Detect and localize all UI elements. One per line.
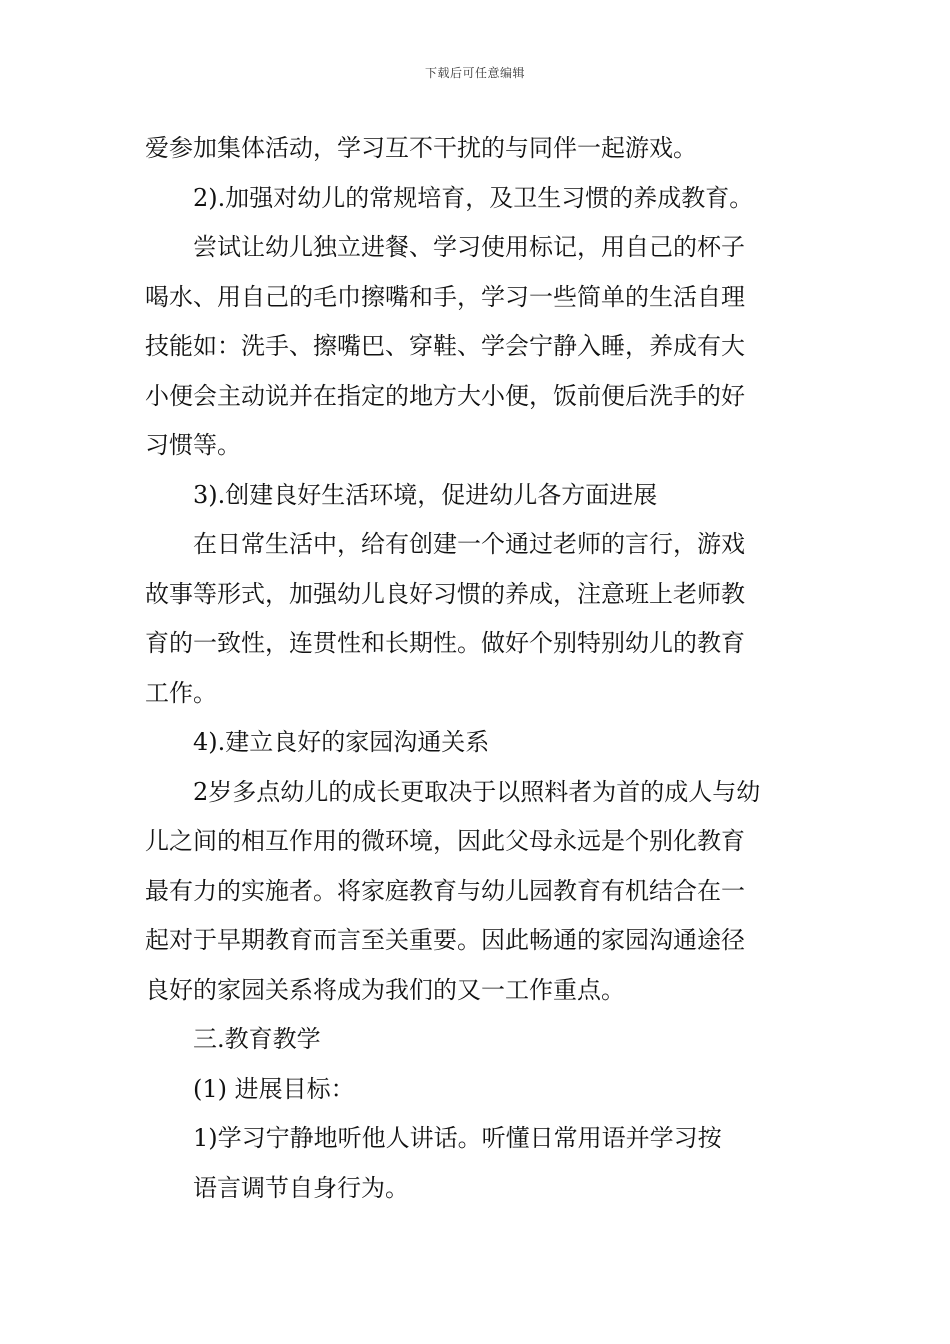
text-line: 儿之间的相互作用的微环境，因此父母永远是个别化教育 bbox=[145, 827, 745, 855]
text-line: 良好的家园关系将成为我们的又一工作重点。 bbox=[145, 975, 625, 1004]
text-line: 起对于早期教育而言至关重要。因此畅通的家园沟通途径 bbox=[145, 926, 745, 954]
text-line: 故事等形式，加强幼儿良好习惯的养成，注意班上老师教 bbox=[145, 579, 745, 608]
text-line: 4).建立良好的家园沟通关系 bbox=[193, 728, 490, 756]
text-line: 尝试让幼儿独立进餐、学习使用标记，用自己的杯子 bbox=[193, 233, 745, 261]
text-line: 技能如：洗手、擦嘴巴、穿鞋、学会宁静入睡，养成有大 bbox=[145, 332, 745, 360]
text-line: 最有力的实施者。将家庭教育与幼儿园教育有机结合在一 bbox=[145, 876, 745, 905]
text-line: 1)学习宁静地听他人讲话。听懂日常用语并学习按 bbox=[193, 1124, 722, 1152]
document-body bbox=[145, 124, 810, 1213]
text-line: 语言调节自身行为。 bbox=[193, 1173, 409, 1202]
text-line: 习惯等。 bbox=[145, 431, 241, 459]
text-line: 2).加强对幼儿的常规培育，及卫生习惯的养成教育。 bbox=[193, 183, 754, 212]
text-line: 喝水、用自己的毛巾擦嘴和手，学习一些简单的生活自理 bbox=[145, 282, 745, 311]
text-line: 2岁多点幼儿的成长更取决于以照料者为首的成人与幼 bbox=[193, 777, 761, 806]
text-line: 三.教育教学 bbox=[193, 1025, 321, 1053]
text-line: (1) 进展目标： bbox=[193, 1074, 355, 1103]
text-line: 在日常生活中，给有创建一个通过老师的言行，游戏 bbox=[193, 530, 745, 558]
text-line: 育的一致性，连贯性和长期性。做好个别特别幼儿的教育 bbox=[145, 629, 745, 657]
page-header: 下载后可任意编辑 bbox=[424, 66, 525, 80]
text-line: 工作。 bbox=[145, 678, 217, 707]
text-line: 3).创建良好生活环境，促进幼儿各方面进展 bbox=[193, 480, 658, 509]
text-line: 小便会主动说并在指定的地方大小便，饭前便后洗手的好 bbox=[145, 381, 745, 410]
text-line: 爱参加集体活动，学习互不干扰的与同伴一起游戏。 bbox=[145, 134, 697, 162]
